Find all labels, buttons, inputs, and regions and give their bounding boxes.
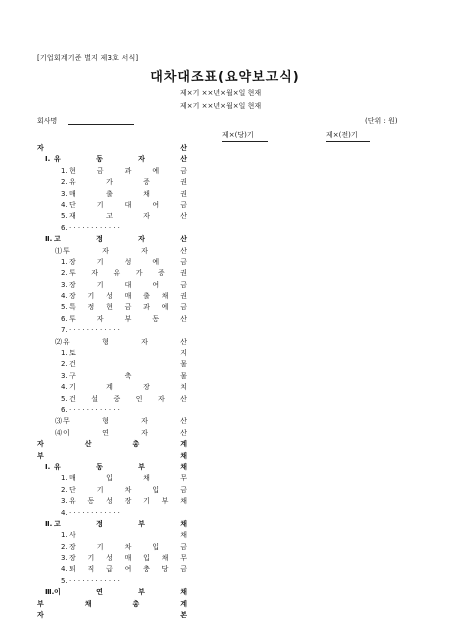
row-number: Ⅰ. (45, 155, 51, 164)
table-row (37, 200, 187, 211)
table-row (37, 405, 187, 416)
account-title: 투 자 부 동 산 (69, 314, 187, 323)
row-number: ⑷ (55, 428, 62, 437)
table-row (37, 496, 187, 507)
row-number: ⑴ (55, 246, 62, 255)
account-title: 특 정 현 금 과 예 금 (69, 303, 187, 312)
table-row (37, 394, 187, 405)
account-title: 유 동 성 장 기 부 채 (69, 497, 187, 506)
account-title: 자 본 (37, 611, 187, 620)
row-number: 3. (61, 280, 68, 289)
table-row (37, 211, 187, 222)
row-number: 4. (61, 383, 68, 392)
row-number: 1. (61, 474, 68, 483)
table-row (37, 359, 187, 370)
account-title: 고 정 자 산 (54, 235, 187, 244)
table-row (37, 599, 187, 610)
row-number: 2. (61, 485, 68, 494)
row-number: Ⅰ. (45, 462, 51, 471)
account-title: 장 기 성 예 금 (69, 257, 187, 266)
account-title: 장 기 차 입 금 (69, 542, 187, 551)
account-title: 자 산 총 계 (37, 440, 187, 449)
account-title: 유 동 자 산 (54, 155, 187, 164)
table-row (37, 576, 187, 587)
account-title: 장 기 성 매 출 채 권 (69, 292, 187, 301)
table-row (37, 542, 187, 553)
table-row (37, 280, 187, 291)
row-number: 2. (61, 269, 68, 278)
account-title: 부 채 총 계 (37, 599, 187, 608)
table-row (37, 473, 187, 484)
table-row (37, 223, 187, 234)
table-row (37, 257, 187, 268)
table-row (37, 234, 187, 245)
account-title: 재 고 자 산 (69, 212, 187, 221)
account-title: 토 지 (69, 349, 187, 358)
account-title: ············ (69, 326, 123, 335)
row-number: 3. (61, 497, 68, 506)
account-title: 자 산 (37, 144, 187, 152)
account-title: 유 형 자 산 (63, 337, 187, 346)
account-title: 고 정 부 채 (54, 519, 187, 528)
row-number: 4. (61, 292, 68, 301)
row-number: Ⅱ. (45, 519, 53, 528)
account-title: 무 형 자 산 (63, 417, 187, 426)
account-title: ············ (69, 405, 123, 414)
table-row (37, 564, 187, 575)
page-title: 대차대조표(요약보고식) (150, 70, 300, 85)
unit-label: (단위 : 원) (365, 117, 398, 125)
table-row (37, 348, 187, 359)
table-row (37, 485, 187, 496)
table-row (37, 154, 187, 165)
row-number: 1. (61, 349, 68, 358)
account-title: 이 연 자 산 (63, 428, 187, 437)
row-number: 2. (61, 178, 68, 187)
column-previous-period: 제×(전)기 (326, 130, 370, 142)
row-number: 3. (61, 554, 68, 563)
account-title: 현 금 과 예 금 (69, 166, 187, 175)
row-number: 5. (61, 394, 68, 403)
account-title: 매 출 채 권 (69, 189, 187, 198)
table-row (37, 177, 187, 188)
row-number: 4. (61, 200, 68, 209)
row-number: 6. (61, 223, 68, 232)
row-number: 7. (61, 326, 68, 335)
account-title: 장 기 대 여 금 (69, 280, 187, 289)
table-row (37, 337, 187, 348)
table-row (37, 268, 187, 279)
account-title: 구 축 물 (69, 371, 187, 380)
table-row (37, 291, 187, 302)
period-current: 제×기 ××년×월×일 현재 (180, 89, 262, 97)
row-number: Ⅱ. (45, 235, 53, 244)
row-number: 1. (61, 166, 68, 175)
table-row (37, 314, 187, 325)
account-title: 건 물 (69, 360, 187, 369)
row-number: 3. (61, 189, 68, 198)
account-title: 단 기 대 여 금 (69, 200, 187, 209)
table-row (37, 530, 187, 541)
row-number: 2. (61, 360, 68, 369)
row-number: 5. (61, 303, 68, 312)
table-row (37, 382, 187, 393)
account-title: 부 채 (37, 451, 187, 460)
row-number: 1. (61, 531, 68, 540)
account-title: ············ (69, 508, 123, 517)
account-title: ············ (69, 576, 123, 585)
row-number: 1. (61, 257, 68, 266)
table-row (37, 587, 187, 598)
table-row (37, 325, 187, 336)
row-number: Ⅲ. (45, 588, 55, 597)
account-title: 투 자 자 산 (63, 246, 187, 255)
row-number: ⑶ (55, 417, 62, 426)
account-title: 이 연 부 채 (54, 588, 187, 597)
account-title: 투 자 유 가 증 권 (69, 269, 187, 278)
table-row (37, 371, 187, 382)
table-row (37, 451, 187, 462)
balance-sheet-rows (37, 143, 187, 621)
account-title: 건 설 중 인 자 산 (69, 394, 187, 403)
company-label: 회사명 (37, 117, 58, 125)
table-row (37, 416, 187, 427)
account-title: 유 가 증 권 (69, 178, 187, 187)
row-number: 5. (61, 576, 68, 585)
row-number: 4. (61, 565, 68, 574)
table-row (37, 246, 187, 257)
table-row (37, 462, 187, 473)
account-title: 매 입 채 무 (69, 474, 187, 483)
account-title: 사 채 (69, 531, 187, 540)
table-row (37, 610, 187, 621)
table-row (37, 166, 187, 177)
row-number: ⑵ (55, 337, 62, 346)
table-row (37, 508, 187, 519)
row-number: 4. (61, 508, 68, 517)
row-number: 6. (61, 405, 68, 414)
account-title: ············ (69, 223, 123, 232)
row-number: 3. (61, 371, 68, 380)
table-row (37, 519, 187, 530)
row-number: 2. (61, 542, 68, 551)
table-row (37, 302, 187, 313)
table-row (37, 428, 187, 439)
table-row (37, 439, 187, 450)
account-title: 장 기 성 매 입 채 무 (69, 554, 187, 563)
column-current-period: 제×(당)기 (222, 130, 268, 142)
table-row (37, 189, 187, 200)
period-previous: 제×기 ××년×월×일 현재 (180, 102, 262, 110)
account-title: 유 동 부 채 (54, 462, 187, 471)
row-number: 5. (61, 212, 68, 221)
account-title: 단 기 차 입 금 (69, 485, 187, 494)
table-row (37, 553, 187, 564)
table-row (37, 143, 187, 154)
row-number: 6. (61, 314, 68, 323)
account-title: 기 계 장 치 (69, 383, 187, 392)
company-name-blank (68, 124, 134, 125)
form-label: [기업회계기준 별지 제3호 서식] (37, 54, 139, 62)
account-title: 퇴 직 급 여 충 당 금 (69, 565, 187, 574)
